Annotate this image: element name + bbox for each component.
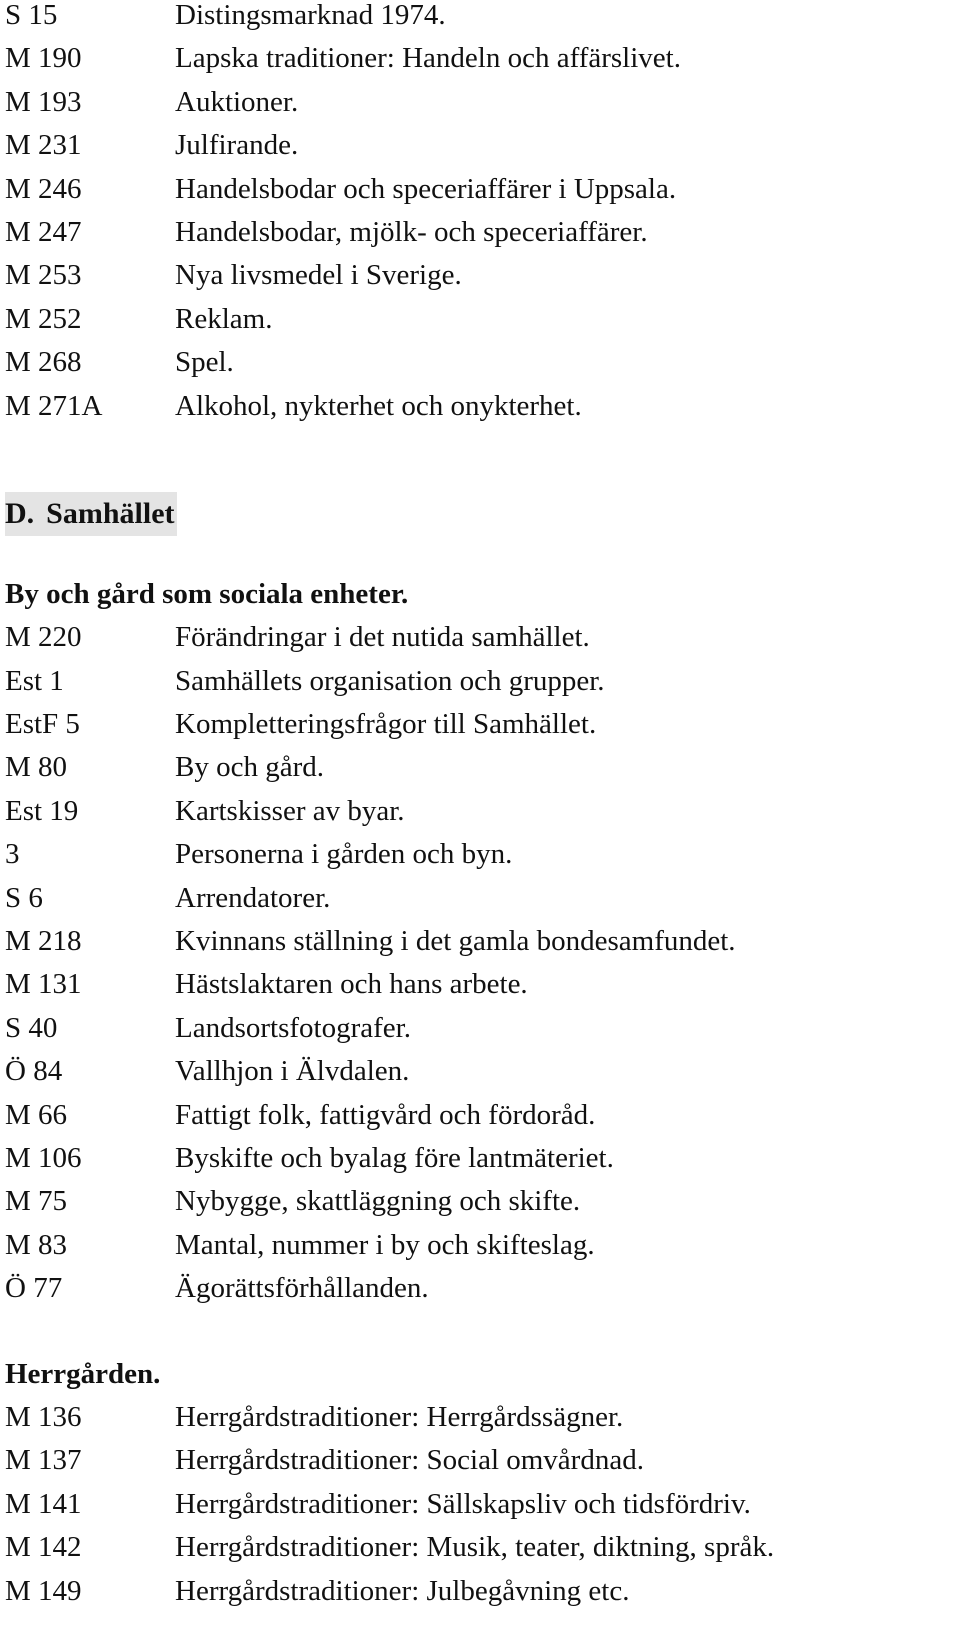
- list-item: [5, 254, 955, 297]
- document-page: [5, 0, 955, 1613]
- entry-code: S 6: [5, 881, 43, 914]
- entry-title: Vallhjon i Älvdalen.: [175, 1055, 410, 1088]
- spacer: [5, 1311, 955, 1353]
- list-item: [5, 168, 955, 211]
- entry-title: Spel.: [175, 346, 234, 379]
- entry-title: Förändringar i det nutida samhället.: [175, 621, 590, 654]
- entry-title: Fattigt folk, fattigvård och fördoråd.: [175, 1098, 596, 1131]
- entry-title: Byskifte och byalag före lantmäteriet.: [175, 1141, 614, 1174]
- entry-title: Hästslaktaren och hans arbete.: [175, 968, 528, 1001]
- list-item: [5, 877, 955, 920]
- entry-code: M 190: [5, 42, 82, 75]
- section-name: Samhället: [46, 496, 175, 530]
- subsection-heading-herrgarden: Herrgården.: [5, 1357, 161, 1390]
- entry-code: Ö 84: [5, 1055, 63, 1088]
- entry-list-group-1: [5, 0, 955, 428]
- list-item: [5, 298, 955, 341]
- entry-code: M 268: [5, 346, 82, 379]
- list-item: [5, 790, 955, 833]
- list-item: [5, 211, 955, 254]
- entry-code: M 141: [5, 1487, 82, 1520]
- entry-code: Est 1: [5, 664, 64, 697]
- list-item: [5, 1570, 955, 1613]
- list-item: [5, 1526, 955, 1569]
- list-item: [5, 37, 955, 80]
- list-item: [5, 124, 955, 167]
- list-item: [5, 1094, 955, 1137]
- entry-list-group-2: [5, 616, 955, 1310]
- entry-code: M 246: [5, 172, 82, 205]
- entry-list-group-3: [5, 1396, 955, 1613]
- entry-title: Kompletteringsfrågor till Samhället.: [175, 708, 597, 741]
- entry-title: Ägorättsförhållanden.: [175, 1272, 429, 1305]
- entry-title: Mantal, nummer i by och skifteslag.: [175, 1228, 595, 1261]
- entry-title: Herrgårdstraditioner: Julbegåvning etc.: [175, 1574, 630, 1607]
- entry-code: Ö 77: [5, 1272, 63, 1305]
- list-item: [5, 1224, 955, 1267]
- list-item: [5, 1180, 955, 1223]
- entry-code: M 83: [5, 1228, 68, 1261]
- list-item: [5, 833, 955, 876]
- entry-code: M 218: [5, 925, 82, 958]
- entry-title: Julfirande.: [175, 129, 299, 162]
- entry-title: Herrgårdstraditioner: Social omvårdnad.: [175, 1444, 644, 1477]
- list-item: [5, 0, 955, 37]
- entry-title: Personerna i gården och byn.: [175, 838, 513, 871]
- section-heading: [5, 492, 177, 536]
- list-item: [5, 703, 955, 746]
- entry-title: Handelsbodar och speceriaffärer i Uppsala.: [175, 172, 677, 205]
- entry-code: 3: [5, 838, 20, 871]
- entry-code: M 137: [5, 1444, 82, 1477]
- subsection-heading-by-och-gard: By och gård som sociala enheter.: [5, 577, 409, 610]
- section-heading-row: [5, 492, 955, 536]
- entry-title: Landsortsfotografer.: [175, 1011, 411, 1044]
- entry-title: Herrgårdstraditioner: Sällskapsliv och tidsfördriv.: [175, 1487, 751, 1520]
- list-item: [5, 1267, 955, 1310]
- entry-code: M 106: [5, 1141, 82, 1174]
- entry-code: M 75: [5, 1185, 68, 1218]
- entry-code: M 253: [5, 259, 82, 292]
- spacer: [5, 428, 955, 492]
- list-item: [5, 1050, 955, 1093]
- entry-code: EstF 5: [5, 708, 80, 741]
- entry-title: By och gård.: [175, 751, 324, 784]
- list-item: [5, 616, 955, 659]
- list-item: [5, 81, 955, 124]
- list-item: [5, 660, 955, 703]
- entry-code: M 220: [5, 621, 82, 654]
- entry-code: M 66: [5, 1098, 68, 1131]
- entry-code: M 136: [5, 1400, 82, 1433]
- entry-code: M 142: [5, 1531, 82, 1564]
- entry-title: Nybygge, skattläggning och skifte.: [175, 1185, 581, 1218]
- entry-title: Alkohol, nykterhet och onykterhet.: [175, 389, 582, 422]
- list-item: [5, 1483, 955, 1526]
- entry-title: Distingsmarknad 1974.: [175, 0, 446, 31]
- entry-title: Herrgårdstraditioner: Musik, teater, diktning, språk.: [175, 1531, 775, 1564]
- entry-title: Kartskisser av byar.: [175, 794, 405, 827]
- entry-code: S 40: [5, 1011, 58, 1044]
- entry-title: Herrgårdstraditioner: Herrgårdssägner.: [175, 1400, 624, 1433]
- entry-code: S 15: [5, 0, 58, 31]
- entry-title: Handelsbodar, mjölk- och speceriaffärer.: [175, 215, 648, 248]
- entry-code: M 193: [5, 85, 82, 118]
- entry-code: Est 19: [5, 794, 79, 827]
- list-item: [5, 1137, 955, 1180]
- entry-code: M 231: [5, 129, 82, 162]
- entry-code: M 131: [5, 968, 82, 1001]
- entry-title: Lapska traditioner: Handeln och affärslivet.: [175, 42, 681, 75]
- entry-title: Arrendatorer.: [175, 881, 331, 914]
- entry-title: Auktioner.: [175, 85, 299, 118]
- entry-title: Samhällets organisation och grupper.: [175, 664, 605, 697]
- entry-title: Reklam.: [175, 302, 273, 335]
- list-item: [5, 920, 955, 963]
- list-item: [5, 746, 955, 789]
- entry-code: M 271A: [5, 389, 103, 422]
- entry-code: M 247: [5, 215, 82, 248]
- list-item: [5, 1396, 955, 1439]
- list-item: [5, 1439, 955, 1482]
- entry-code: M 149: [5, 1574, 82, 1607]
- list-item: [5, 385, 955, 428]
- entry-title: Nya livsmedel i Sverige.: [175, 259, 462, 292]
- list-item: [5, 341, 955, 384]
- entry-title: Kvinnans ställning i det gamla bondesamfundet.: [175, 925, 736, 958]
- entry-code: M 80: [5, 751, 68, 784]
- list-item: [5, 1007, 955, 1050]
- section-letter: D.: [5, 496, 35, 530]
- entry-code: M 252: [5, 302, 82, 335]
- list-item: [5, 963, 955, 1006]
- spacer: [5, 536, 955, 573]
